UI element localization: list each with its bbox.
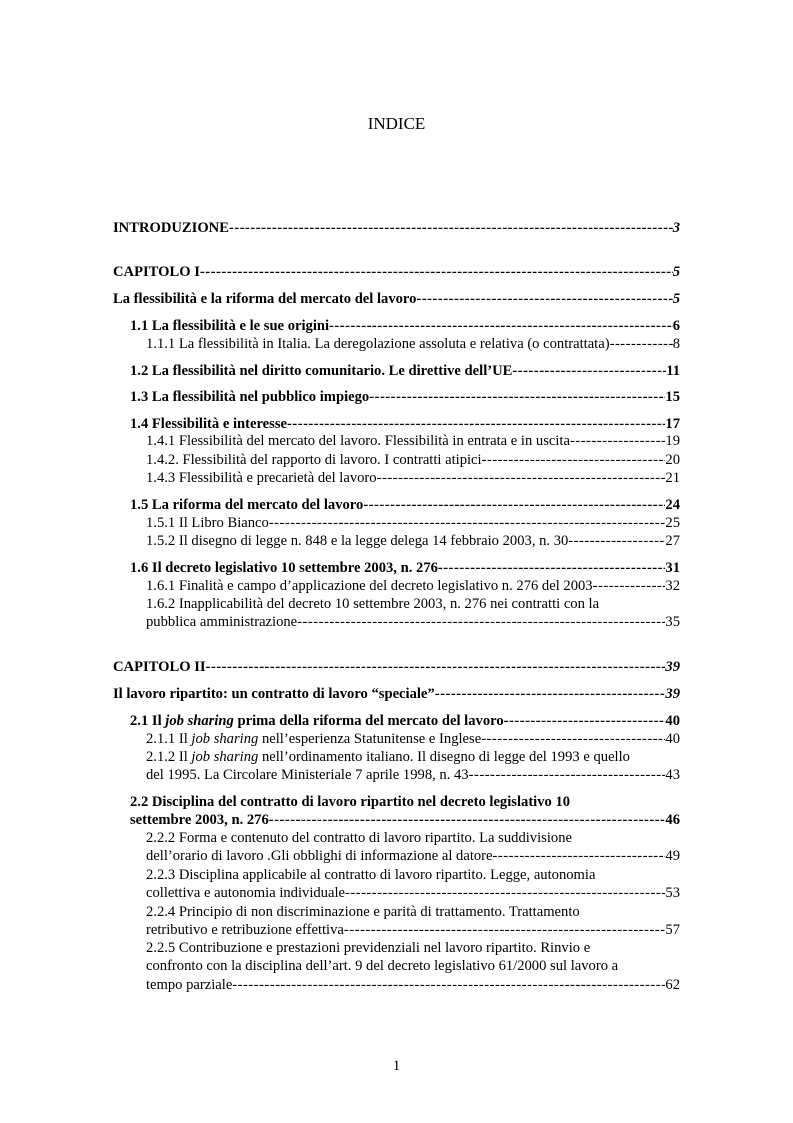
toc-entry-1-3[interactable]: [130, 388, 680, 406]
toc-entry-text: 1.4.3 Flessibilità e precarietà del lavoro: [146, 470, 377, 486]
page-title: INDICE: [367, 114, 426, 133]
toc-entry-text: CAPITOLO II: [113, 659, 206, 675]
toc-page-number: 11: [666, 363, 680, 379]
toc-entry-text: 1.5 La riforma del mercato del lavoro: [130, 497, 364, 513]
toc-page-number: 19: [665, 433, 680, 449]
toc-page-number: 57: [665, 922, 680, 938]
toc-text-part: 2.1.1 Il: [146, 731, 192, 747]
toc-entry-2-2-4[interactable]: [146, 903, 680, 921]
toc-entry-text: 1.4.1 Flessibilità del mercato del lavoro. Flessibilità in entrata e in uscita: [146, 433, 570, 449]
toc-entry-1-6-1[interactable]: [146, 577, 680, 595]
dot-leader: [345, 884, 665, 902]
toc-page-number: 40: [665, 731, 680, 747]
toc-entry-2-2[interactable]: [130, 793, 680, 811]
dot-leader: [269, 811, 666, 829]
dot-leader: [297, 613, 665, 631]
dot-leader: [512, 362, 666, 380]
dot-leader: [200, 263, 673, 281]
toc-text-part: nell’ordinamento italiano. Il disegno di legge del 1993 e quello: [258, 749, 630, 765]
toc-entry-text: 1.5.1 Il Libro Bianco: [146, 515, 269, 531]
toc-entry-2-1-1[interactable]: [146, 730, 680, 748]
toc-entry-2-2-5-continued-2[interactable]: [146, 976, 680, 994]
dot-leader: [369, 388, 665, 406]
toc-entry-text: INTRODUZIONE: [113, 220, 229, 236]
toc-entry-text: 1.6.1 Finalità e campo d’applicazione del decreto legislativo n. 276 del 2003: [146, 578, 593, 594]
page-number-footer: 1: [392, 1058, 401, 1074]
toc-page-number: 8: [672, 336, 680, 352]
toc-entry-text: 1.6 Il decreto legislativo 10 settembre 2003, n. 276: [130, 560, 438, 576]
toc-page-number: 15: [665, 389, 680, 405]
toc-entry-text: [146, 748, 630, 766]
toc-page-number: 32: [665, 578, 680, 594]
toc-page-number: 40: [665, 713, 680, 729]
toc-entry-1-4-2[interactable]: [146, 451, 680, 469]
toc-page-number: 35: [665, 614, 680, 630]
toc-entry-2-1-2[interactable]: [146, 748, 680, 766]
toc-page-number: 49: [665, 848, 680, 864]
toc-page-number: 6: [672, 318, 680, 334]
toc-entry-2-2-2[interactable]: [146, 829, 680, 847]
toc-entry-text: 2.2.3 Disciplina applicabile al contratto di lavoro ripartito. Legge, autonomia: [146, 867, 596, 883]
toc-entry-2-2-5-continued[interactable]: [146, 957, 680, 975]
toc-page-number: 25: [665, 515, 680, 531]
toc-entry-1-2[interactable]: [130, 362, 680, 380]
toc-entry-text: 1.6.2 Inapplicabilità del decreto 10 settembre 2003, n. 276 nei contratti con la: [146, 596, 600, 612]
toc-text-part: prima della riforma del mercato del lavoro: [233, 713, 504, 729]
toc-page-number: 20: [665, 452, 680, 468]
toc-page-number: 31: [665, 560, 680, 576]
dot-leader: [504, 712, 666, 730]
toc-entry-2-2-continued[interactable]: [130, 811, 680, 829]
toc-page-number: 5: [672, 291, 680, 307]
dot-leader: [344, 921, 666, 939]
toc-entry-introduzione[interactable]: [113, 219, 680, 237]
toc-entry-text: CAPITOLO I: [113, 264, 200, 280]
toc-entry-1-4-3[interactable]: [146, 469, 680, 487]
toc-page-number: 39: [665, 686, 680, 702]
toc-page-number: 53: [665, 885, 680, 901]
toc-page-number: 21: [665, 470, 680, 486]
toc-text-part: nell’esperienza Statunitense e Inglese: [258, 731, 482, 747]
toc-entry-2-2-3-continued[interactable]: [146, 884, 680, 902]
dot-leader: [206, 658, 666, 676]
dot-leader: [568, 532, 665, 550]
toc-page-number: 62: [665, 977, 680, 993]
toc-page-number: 27: [665, 533, 680, 549]
dot-leader: [269, 514, 666, 532]
dot-leader: [469, 766, 666, 784]
toc-page-number: 46: [665, 812, 680, 828]
toc-entry-text: [146, 730, 481, 748]
toc-entry-text: [130, 712, 504, 730]
toc-entry-text: confronto con la disciplina dell’art. 9 del decreto legislativo 61/2000 sul lavoro a: [146, 958, 619, 974]
toc-entry-2-2-2-continued[interactable]: [146, 847, 680, 865]
toc-entry-text: 1.1 La flessibilità e le sue origini: [130, 318, 330, 334]
toc-entry-text: Il lavoro ripartito: un contratto di lavoro “speciale”: [113, 686, 435, 702]
dot-leader: [287, 415, 665, 433]
toc-page-number: 43: [665, 767, 680, 783]
toc-entry-1-6-2[interactable]: [146, 595, 680, 613]
dot-leader: [363, 496, 665, 514]
toc-entry-text: La flessibilità e la riforma del mercato del lavoro: [113, 291, 417, 307]
toc-entry-text: 1.2 La flessibilità nel diritto comunitario. Le direttive dell’UE: [130, 363, 513, 379]
toc-entry-capitolo-1[interactable]: [113, 263, 680, 281]
toc-entry-text: dell’orario di lavoro .Gli obblighi di informazione al datore: [146, 848, 493, 864]
toc-page-number: 3: [672, 220, 680, 236]
toc-entry-1-4-1[interactable]: [146, 432, 680, 450]
toc-entry-text: retributivo e retribuzione effettiva: [146, 922, 344, 938]
toc-entry-2-2-3[interactable]: [146, 866, 680, 884]
toc-entry-text: 2.2.5 Contribuzione e prestazioni previdenziali nel lavoro ripartito. Rinvio e: [146, 940, 591, 956]
dot-leader: [416, 290, 672, 308]
toc-entry-capitolo-1-title[interactable]: [113, 290, 680, 308]
dot-leader: [610, 335, 673, 353]
dot-leader: [570, 432, 665, 450]
dot-leader: [481, 730, 665, 748]
toc-entry-1-1-1[interactable]: [146, 335, 680, 353]
dot-leader: [482, 451, 666, 469]
toc-text-emphasis: job sharing: [191, 731, 259, 747]
toc-entry-1-5[interactable]: [130, 496, 680, 514]
dot-leader: [232, 976, 665, 994]
toc-text-part: 2.1 Il: [130, 713, 166, 729]
toc-entry-2-2-4-continued[interactable]: [146, 921, 680, 939]
toc-entry-text: 1.4.2. Flessibilità del rapporto di lavoro. I contratti atipici: [146, 452, 482, 468]
toc-entry-text: 2.2.2 Forma e contenuto del contratto di lavoro ripartito. La suddivisione: [146, 830, 572, 846]
toc-entry-text: del 1995. La Circolare Ministeriale 7 aprile 1998, n. 43: [146, 767, 469, 783]
toc-entry-1-5-2[interactable]: [146, 532, 680, 550]
toc-entry-1-1[interactable]: [130, 317, 680, 335]
toc-entry-2-2-5[interactable]: [146, 939, 680, 957]
toc-entry-2-1-2-continued[interactable]: [146, 766, 680, 784]
toc-entry-text: pubblica amministrazione: [146, 614, 298, 630]
toc-text-emphasis: job sharing: [165, 713, 234, 729]
toc-page-number: 39: [665, 659, 680, 675]
dot-leader: [435, 685, 666, 703]
toc-entry-text: 2.2 Disciplina del contratto di lavoro ripartito nel decreto legislativo 10: [130, 794, 571, 810]
toc-entry-text: 1.5.2 Il disegno di legge n. 848 e la legge delega 14 febbraio 2003, n. 30: [146, 533, 569, 549]
toc-entry-1-4[interactable]: [130, 415, 680, 433]
toc-page-number: 24: [665, 497, 680, 513]
toc-entry-1-5-1[interactable]: [146, 514, 680, 532]
toc-entry-text: 1.3 La flessibilità nel pubblico impiego: [130, 389, 370, 405]
toc-entry-1-6-2-continued[interactable]: [146, 613, 680, 631]
toc-entry-text: 2.2.4 Principio di non discriminazione e parità di trattamento. Trattamento: [146, 904, 580, 920]
dot-leader: [329, 317, 673, 335]
toc-page-number: 17: [665, 416, 680, 432]
toc-entry-1-6[interactable]: [130, 559, 680, 577]
toc-entry-capitolo-2-title[interactable]: [113, 685, 680, 703]
dot-leader: [438, 559, 665, 577]
toc-entry-text: 1.4 Flessibilità e interesse: [130, 416, 287, 432]
toc-entry-2-1[interactable]: [130, 712, 680, 730]
dot-leader: [593, 577, 666, 595]
dot-leader: [229, 219, 673, 237]
toc-text-part: 2.1.2 Il: [146, 749, 192, 765]
toc-page-number: 5: [672, 264, 680, 280]
toc-entry-text: settembre 2003, n. 276: [130, 812, 269, 828]
dot-leader: [493, 847, 666, 865]
toc-entry-capitolo-2[interactable]: [113, 658, 680, 676]
toc-entry-text: collettiva e autonomia individuale: [146, 885, 345, 901]
toc-text-emphasis: job sharing: [191, 749, 259, 765]
dot-leader: [377, 469, 666, 487]
toc-entry-text: tempo parziale: [146, 977, 233, 993]
toc-entry-text: 1.1.1 La flessibilità in Italia. La deregolazione assoluta e relativa (o contrattata): [146, 336, 610, 352]
